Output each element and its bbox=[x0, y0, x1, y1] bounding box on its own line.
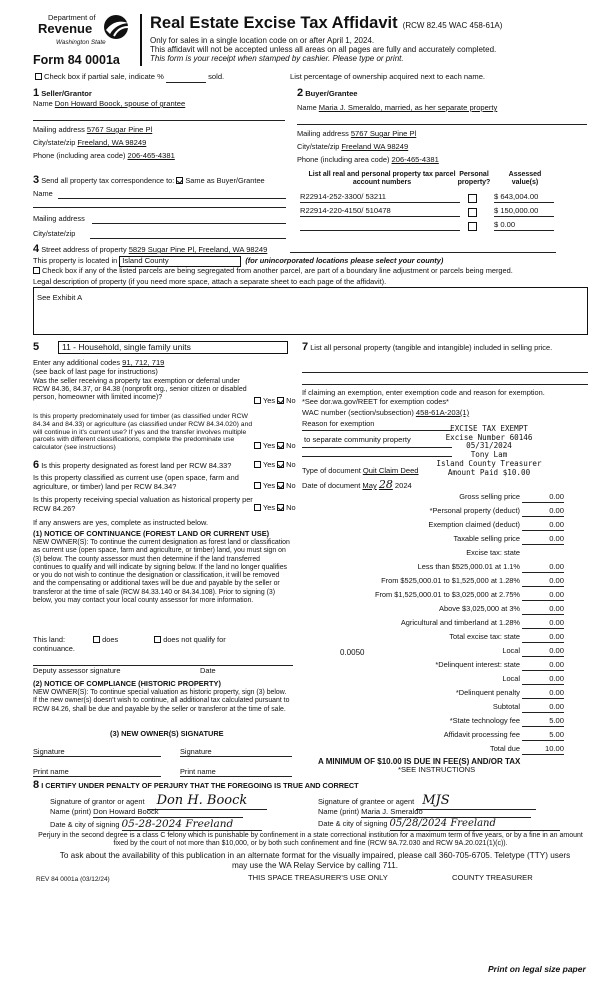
q-historical-answer bbox=[254, 504, 296, 513]
calc-value[interactable]: 0.00 bbox=[522, 619, 564, 629]
calc-row bbox=[300, 563, 588, 576]
header-note3: This form is your receipt when stamped by cashier. Please type or print. bbox=[150, 54, 404, 63]
wac-field[interactable]: 458-61A-203(1) bbox=[415, 408, 470, 417]
calc-label: Local bbox=[502, 646, 520, 655]
legal-size-note: Print on legal size paper bbox=[488, 965, 586, 974]
stamp-line2: Excise Number 60146 bbox=[445, 432, 533, 442]
legal-description-text: See Exhibit A bbox=[37, 293, 83, 302]
calc-label: Exemption claimed (deduct) bbox=[428, 520, 520, 529]
minimum-due-note: A MINIMUM OF $10.00 IS DUE IN FEE(S) AND/OR TAX bbox=[318, 757, 521, 766]
exempt-stamp bbox=[434, 425, 544, 477]
calc-row bbox=[300, 717, 588, 730]
buyer-name-row bbox=[297, 104, 587, 113]
partial-sale-label: Check box if partial sale, indicate % bbox=[44, 72, 164, 81]
buyer-heading bbox=[297, 87, 358, 100]
dor-swoosh-icon bbox=[102, 14, 130, 40]
county-treasurer-label: COUNTY TREASURER bbox=[452, 873, 533, 882]
partial-sale-percent[interactable] bbox=[166, 73, 206, 83]
calc-row bbox=[300, 591, 588, 604]
form-title-ref: (RCW 82.45 WAC 458-61A) bbox=[402, 21, 503, 30]
calc-row bbox=[300, 661, 588, 674]
calc-label: *Personal property (deduct) bbox=[429, 506, 520, 515]
certify-text: I CERTIFY UNDER PENALTY OF PERJURY THAT THE FOREGOING IS TRUE AND CORRECT bbox=[41, 781, 359, 790]
segregated-row bbox=[33, 267, 513, 276]
calc-value[interactable]: 0.00 bbox=[522, 507, 564, 517]
continuance-label: continuance. bbox=[33, 644, 75, 653]
assessed-value[interactable]: $ 150,000.00 bbox=[494, 207, 554, 217]
calc-label: Agricultural and timberland at 1.28% bbox=[400, 618, 520, 627]
doc-date-label: Date of document bbox=[302, 481, 361, 490]
grantee-signature-label: Signature of grantee or agent bbox=[318, 797, 415, 806]
grantor-date-label: Date & city of signing bbox=[50, 820, 120, 829]
agency-line3: Washington State bbox=[56, 39, 106, 46]
street-field[interactable]: 5829 Sugar Pine Pl, Freeland, WA 98249 bbox=[128, 245, 268, 254]
calc-label: Taxable selling price bbox=[453, 534, 520, 543]
assessed-value[interactable]: $ 0.00 bbox=[494, 221, 554, 231]
no-label: No bbox=[286, 481, 296, 490]
does-qualify-checkbox[interactable] bbox=[93, 636, 100, 643]
buyer-city-field[interactable]: Freeland WA 98249 bbox=[341, 142, 409, 151]
unincorporated-note: (for unincorporated locations please select your county) bbox=[245, 256, 444, 265]
section-6-number: 6 bbox=[33, 459, 40, 471]
sec3-mail-label: Mailing address bbox=[33, 214, 85, 223]
use-code-select[interactable]: 11 - Household, single family units bbox=[58, 341, 288, 354]
agency-line2: Revenue bbox=[38, 21, 93, 36]
stamp-line3: 05/31/2024 bbox=[466, 441, 512, 451]
new-owner-signature-label-1: Signature bbox=[33, 747, 65, 756]
buyer-mail-row bbox=[297, 130, 416, 139]
q-current-use-no-checkbox[interactable] bbox=[277, 482, 284, 489]
ownership-note: List percentage of ownership acquired next to each name. bbox=[290, 72, 486, 81]
calc-row bbox=[300, 549, 588, 562]
calc-row bbox=[300, 633, 588, 646]
doc-date-row bbox=[302, 479, 412, 492]
grantor-signature-field[interactable]: Don H. Boock bbox=[147, 794, 267, 810]
calc-label: Total due bbox=[490, 744, 520, 753]
grantee-date-label: Date & city of signing bbox=[318, 819, 388, 828]
calc-label: Local bbox=[502, 674, 520, 683]
q-forest-answer bbox=[254, 461, 296, 470]
calc-value[interactable]: 0.00 bbox=[522, 493, 564, 503]
grantee-name-label: Name (print) bbox=[318, 807, 360, 816]
personal-property-checkbox[interactable] bbox=[468, 208, 477, 217]
grantor-signature-label: Signature of grantor or agent bbox=[50, 797, 145, 806]
notice1-heading: (1) NOTICE OF CONTINUANCE (FOREST LAND OR CURRENT USE) bbox=[33, 529, 270, 538]
q-forest-no-checkbox[interactable] bbox=[277, 461, 284, 468]
does-not-qualify-checkbox[interactable] bbox=[154, 636, 161, 643]
q-timber-no-checkbox[interactable] bbox=[277, 442, 284, 449]
calc-label: Subtotal bbox=[492, 702, 520, 711]
calc-value[interactable]: 0.00 bbox=[522, 563, 564, 573]
calc-value[interactable]: 0.00 bbox=[522, 661, 564, 671]
grantor-date-field[interactable]: 05-28-2024 Freeland bbox=[122, 818, 262, 831]
doc-type-row bbox=[302, 467, 419, 476]
grantee-signature-field[interactable]: MJS bbox=[416, 794, 536, 810]
calc-value[interactable]: 0.00 bbox=[522, 605, 564, 615]
certify-row bbox=[33, 779, 359, 792]
buyer-name-field[interactable]: Maria J. Smeraldo, married, as her separate property bbox=[318, 103, 498, 112]
calc-label: Excise tax: state bbox=[466, 548, 520, 557]
calc-label: Total excise tax: state bbox=[449, 632, 520, 641]
deputy-date-label: Date bbox=[200, 666, 216, 675]
calc-value[interactable]: 5.00 bbox=[522, 717, 564, 727]
calc-value[interactable]: 0.00 bbox=[522, 591, 564, 601]
calc-label: Affidavit processing fee bbox=[443, 730, 520, 739]
grantee-date-field[interactable]: 05/28/2024 Freeland bbox=[390, 818, 560, 831]
calc-value[interactable]: 10.00 bbox=[522, 745, 564, 755]
deputy-signature-label: Deputy assessor signature bbox=[33, 666, 121, 675]
buyer-mail-label: Mailing address bbox=[297, 129, 349, 138]
personal-col-header: Personal property? bbox=[457, 171, 491, 187]
calc-label: Gross selling price bbox=[459, 492, 520, 501]
calc-label: Less than $525,000.01 at 1.1% bbox=[417, 562, 520, 571]
calc-value[interactable]: 0.00 bbox=[522, 535, 564, 545]
yes-label: Yes bbox=[263, 441, 276, 450]
q-historical-yes-checkbox[interactable] bbox=[254, 504, 261, 511]
seller-city-field[interactable]: Freeland, WA 98249 bbox=[77, 138, 147, 147]
this-land-label: This land: bbox=[33, 635, 66, 644]
parcel-col-header: List all real and personal property tax parcel account numbers bbox=[308, 171, 456, 187]
stamp-line4: Tony Lam bbox=[470, 450, 508, 460]
q-current-use-text: Is this property classified as current use (open space, farm and agriculture, or timber) land per RCW 84.34? bbox=[33, 473, 239, 491]
calc-row bbox=[300, 507, 588, 520]
seller-phone-field[interactable]: 206-465-4381 bbox=[127, 151, 175, 160]
q-historical-text: Is this property receiving special valuation as historical property per RCW 84.26? bbox=[33, 495, 253, 513]
yes-label: Yes bbox=[263, 503, 276, 512]
q-forest-yes-checkbox[interactable] bbox=[254, 461, 261, 468]
form-title-row bbox=[150, 14, 502, 33]
notice3-heading: (3) NEW OWNER(S) SIGNATURE bbox=[110, 729, 224, 738]
seller-phone-label: Phone (including area code) bbox=[33, 151, 126, 160]
wac-label: WAC number (section/subsection) bbox=[302, 408, 414, 417]
seller-city-row bbox=[33, 139, 146, 148]
doc-date-month[interactable]: May bbox=[362, 481, 377, 490]
calc-row bbox=[300, 577, 588, 590]
partial-sale-row bbox=[35, 73, 224, 83]
partial-sale-checkbox[interactable] bbox=[35, 73, 42, 80]
calc-row bbox=[300, 535, 588, 548]
section-7-number: 7 bbox=[302, 341, 309, 353]
parcel-number[interactable]: R22914-220-4150/ 510478 bbox=[300, 207, 460, 217]
grantor-name-field[interactable]: Don Howard Boock bbox=[93, 808, 243, 818]
q-current-use-yes-checkbox[interactable] bbox=[254, 482, 261, 489]
grantee-date-row bbox=[318, 818, 560, 831]
does-label: does bbox=[102, 635, 119, 644]
section-1-number: 1 bbox=[33, 87, 40, 99]
calc-row bbox=[300, 675, 588, 688]
seller-heading-label: Seller/Grantor bbox=[41, 89, 92, 98]
calc-row bbox=[300, 605, 588, 618]
q-timber-answer bbox=[254, 442, 296, 451]
parcel-number[interactable]: R22914-252-3300/ 53211 bbox=[300, 193, 460, 203]
sec3-name-label: Name bbox=[33, 189, 53, 198]
street-label: Street address of property bbox=[41, 245, 127, 254]
new-owner-print-label-1: Print name bbox=[33, 767, 69, 776]
calc-row bbox=[300, 703, 588, 716]
q-forest-text: Is this property designated as forest land per RCW 84.33? bbox=[41, 461, 232, 470]
segregated-text: Check box if any of the listed parcels are being segregated from another parcel, are part of a boundary line adjustment or parcels being merged. bbox=[42, 266, 513, 275]
sec7-row bbox=[302, 341, 590, 354]
calc-value[interactable]: 0.00 bbox=[522, 675, 564, 685]
agency-line1: Department of bbox=[48, 13, 96, 22]
parcel-number[interactable] bbox=[300, 221, 460, 231]
sec5-row bbox=[33, 341, 39, 354]
seller-mail-label: Mailing address bbox=[33, 125, 85, 134]
additional-codes-field[interactable]: 91, 712, 719 bbox=[122, 358, 165, 367]
calc-row bbox=[300, 521, 588, 534]
doc-type-field[interactable]: Quit Claim Deed bbox=[362, 466, 419, 475]
section-2-number: 2 bbox=[297, 87, 304, 99]
segregated-checkbox[interactable] bbox=[33, 267, 40, 274]
wac-row bbox=[302, 409, 469, 418]
q-exemption-no-checkbox[interactable] bbox=[277, 397, 284, 404]
q-current-use-answer bbox=[254, 482, 296, 491]
parcel-row-1 bbox=[300, 193, 588, 205]
see-back-note: (see back of last page for instructions) bbox=[33, 367, 158, 376]
dor-logo bbox=[38, 14, 133, 54]
calc-row bbox=[300, 493, 588, 506]
doc-date-year[interactable]: 2024 bbox=[394, 481, 412, 490]
calc-row bbox=[300, 619, 588, 632]
accessibility-note: To ask about the availability of this publication in an alternate format for the visually impaired, please call 360-705-6705. Teletype (TTY) users may use the WA Relay Service by calling 711. bbox=[59, 851, 571, 870]
header-note1: Only for sales in a single location code on or after April 1, 2024. bbox=[150, 36, 375, 45]
calc-row bbox=[300, 647, 588, 660]
calc-label: *Delinquent interest: state bbox=[435, 660, 520, 669]
calc-label: From $525,000.01 to $1,525,000 at 1.28% bbox=[381, 576, 520, 585]
located-label: This property is located in bbox=[33, 256, 118, 265]
q-exemption-text: Was the seller receiving a property tax exemption or deferral under RCW 84.36, 84.37, or 84.38 (nonprofit org., senior citizen or disabled person, homeowner with limited income)? bbox=[33, 378, 247, 402]
q-forest-row bbox=[33, 459, 255, 472]
doc-date-day[interactable]: 28 bbox=[378, 478, 393, 491]
q-timber-text: Is this property predominately used for timber (as classified under RCW 84.34 and 84.33) or agriculture (as classified under RCW 84.34.020) and will continue in it's current use? If yes and the transfer involves multiple parcels with different classifications, complete the predominate use calculator (see instructions) bbox=[33, 413, 253, 452]
see-instructions-note: *SEE INSTRUCTIONS bbox=[398, 765, 476, 774]
calc-value[interactable]: 5.00 bbox=[522, 731, 564, 741]
sec7-text: List all personal property (tangible and intangible) included in selling price. bbox=[310, 343, 553, 352]
legal-label: Legal description of property (if you need more space, attach a separate sheet to each page of the affidavit). bbox=[33, 277, 387, 286]
exemption-label: If claiming an exemption, enter exemption code and reason for exemption. *See dor.wa.gov/REET for exemption codes* bbox=[302, 388, 545, 406]
parcel-row-3 bbox=[300, 221, 588, 233]
seller-city-label: City/state/zip bbox=[33, 138, 76, 147]
assessed-col-header: Assessed value(s) bbox=[508, 171, 542, 187]
seller-name-field[interactable]: Don Howard Boock, spouse of grantee bbox=[54, 99, 186, 108]
calc-value[interactable]: 0.00 bbox=[522, 633, 564, 643]
section-5-number: 5 bbox=[33, 341, 40, 353]
section-8-number: 8 bbox=[33, 779, 40, 791]
calc-label: *State technology fee bbox=[449, 716, 520, 725]
yes-label: Yes bbox=[263, 460, 276, 469]
calc-value[interactable]: 0.00 bbox=[522, 521, 564, 531]
notice1-text: NEW OWNER(S): To continue the current designation as forest land or classification as current use (open space, farm and agriculture, or timber) land, you must sign on (3) below. The county assessor must then determine if the land transferred continues to qualify and will indicate by signing below. If the land no longer qualifies or you do not wish to continue the designation or classification, it will be removed and the compensating or additional taxes will be due and payable by the seller or transferor at the time of sale (RCW 84.33.140 or 84.34.108). Prior to signing (3) below, you may contact your local county assessor for more information. bbox=[33, 539, 290, 604]
yes-label: Yes bbox=[263, 396, 276, 405]
sec3-text: Send all property tax correspondence to: bbox=[41, 176, 175, 185]
q-exemption-answer bbox=[254, 397, 296, 406]
yes-label: Yes bbox=[263, 481, 276, 490]
perjury-statement: Perjury in the second degree is a class C felony which is punishable by confinement in a state correctional institution for a maximum term of five years, or by a fine in an amount fixed by the court of not more than $10,000, or by both such confinement and fine (RCW 9A.72.030 and RCW 9A.20.021(1)(c)). bbox=[38, 832, 583, 848]
county-select[interactable]: Island County bbox=[119, 256, 241, 267]
header-note2: This affidavit will not be accepted unless all areas on all pages are fully and accurately completed. bbox=[150, 45, 497, 54]
no-label: No bbox=[286, 396, 296, 405]
calc-value[interactable]: 0.00 bbox=[522, 689, 564, 699]
buyer-city-label: City/state/zip bbox=[297, 142, 340, 151]
same-as-buyer-label: Same as Buyer/Grantee bbox=[185, 176, 265, 185]
no-label: No bbox=[286, 503, 296, 512]
buyer-mail-field[interactable]: 5767 Sugar Pine Pl bbox=[350, 129, 417, 138]
same-as-buyer-checkbox[interactable] bbox=[176, 177, 183, 184]
calc-row bbox=[300, 731, 588, 744]
buyer-phone-row bbox=[297, 156, 439, 165]
legal-description-field[interactable] bbox=[33, 287, 588, 335]
q-timber-yes-checkbox[interactable] bbox=[254, 442, 261, 449]
seller-heading bbox=[33, 87, 92, 100]
grantee-name-row bbox=[318, 808, 531, 818]
buyer-phone-label: Phone (including area code) bbox=[297, 155, 390, 164]
notice2-text: NEW OWNER(S): To continue special valuation as historic property, sign (3) below. If the new owner(s) doesn't wish to continue, all additional tax calculated pursuant to RCW 84.26, shall be due and payable by the seller or transferor at the time of sale. bbox=[33, 689, 290, 713]
seller-mail-field[interactable]: 5767 Sugar Pine Pl bbox=[86, 125, 153, 134]
calc-value[interactable]: 0.00 bbox=[522, 647, 564, 657]
seller-name-row bbox=[33, 100, 283, 109]
stamp-line6: Amount Paid $10.00 bbox=[447, 467, 531, 477]
grantor-date-row bbox=[50, 818, 262, 831]
seller-mail-row bbox=[33, 126, 152, 135]
calc-value[interactable]: 0.00 bbox=[522, 703, 564, 713]
grantor-name-label: Name (print) bbox=[50, 807, 92, 816]
parcel-row-2 bbox=[300, 207, 588, 219]
calc-label: From $1,525,000.01 to $3,025,000 at 2.75% bbox=[374, 590, 520, 599]
notice2-heading: (2) NOTICE OF COMPLIANCE (HISTORIC PROPERTY) bbox=[33, 679, 221, 688]
header-divider bbox=[140, 14, 142, 66]
personal-property-checkbox[interactable] bbox=[468, 194, 477, 203]
q-historical-no-checkbox[interactable] bbox=[277, 504, 284, 511]
reason-label: Reason for exemption bbox=[302, 419, 375, 428]
buyer-city-row bbox=[297, 143, 408, 152]
calc-label: *Delinquent penalty bbox=[455, 688, 520, 697]
q-exemption-yes-checkbox[interactable] bbox=[254, 397, 261, 404]
section-3-number: 3 bbox=[33, 174, 40, 186]
treasurer-use-label: THIS SPACE TREASURER'S USE ONLY bbox=[248, 873, 388, 882]
grantor-name-row bbox=[50, 808, 243, 818]
no-label: No bbox=[286, 441, 296, 450]
form-number: Form 84 0001a bbox=[33, 53, 120, 67]
does-not-label: does not qualify for bbox=[163, 635, 226, 644]
calc-value[interactable]: 0.00 bbox=[522, 577, 564, 587]
buyer-heading-label: Buyer/Grantee bbox=[305, 89, 358, 98]
additional-codes-label: Enter any additional codes bbox=[33, 358, 121, 367]
form-title: Real Estate Excise Tax Affidavit bbox=[150, 14, 398, 32]
local-rate: 0.0050 bbox=[340, 648, 365, 657]
seller-phone-row bbox=[33, 152, 175, 161]
seller-name-label: Name bbox=[33, 99, 53, 108]
sec3-heading bbox=[33, 174, 265, 187]
if-yes-note: If any answers are yes, complete as instructed below. bbox=[33, 518, 208, 527]
stamp-line1: EXCISE TAX EXEMPT bbox=[450, 424, 528, 433]
reason-field[interactable]: to separate community property bbox=[304, 435, 411, 444]
rev-number: REV 84 0001a (03/12/24) bbox=[36, 876, 110, 883]
personal-property-checkbox[interactable] bbox=[468, 222, 477, 231]
doc-type-label: Type of document bbox=[302, 466, 361, 475]
buyer-phone-field[interactable]: 206-465-4381 bbox=[391, 155, 439, 164]
calc-row bbox=[300, 689, 588, 702]
no-label: No bbox=[286, 460, 296, 469]
section-4-number: 4 bbox=[33, 243, 40, 255]
stamp-line5: Island County Treasurer bbox=[436, 458, 542, 468]
calc-label: Above $3,025,000 at 3% bbox=[439, 604, 520, 613]
grantee-name-field[interactable]: Maria J. Smeraldo bbox=[361, 808, 531, 818]
new-owner-print-label-2: Print name bbox=[180, 767, 216, 776]
buyer-name-label: Name bbox=[297, 103, 317, 112]
sec3-city-label: City/state/zip bbox=[33, 229, 76, 238]
assessed-value[interactable]: $ 643,004.00 bbox=[494, 193, 554, 203]
partial-sale-sold: sold. bbox=[208, 72, 225, 81]
new-owner-signature-label-2: Signature bbox=[180, 747, 212, 756]
sec4-street-row bbox=[33, 243, 267, 256]
